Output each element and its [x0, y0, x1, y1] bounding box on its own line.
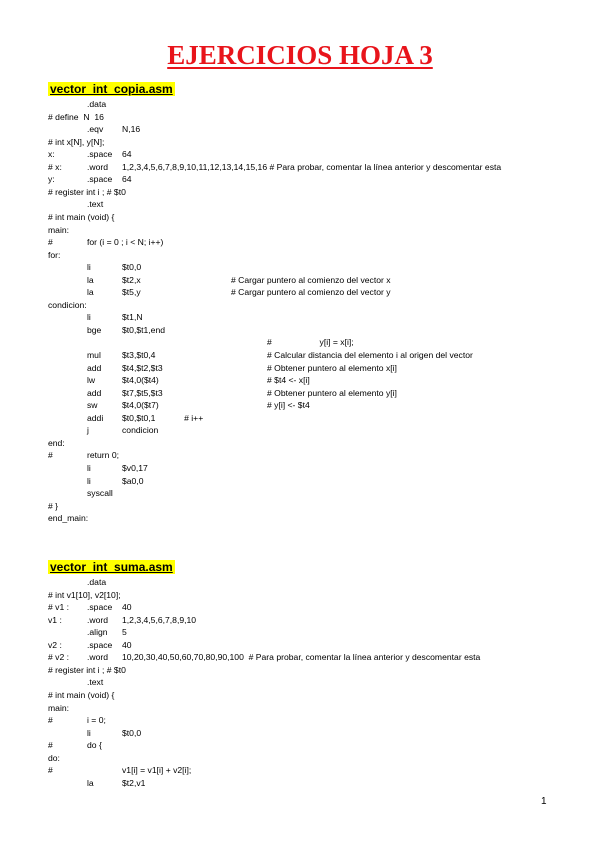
- code-cell: .word: [87, 652, 109, 663]
- code-cell: # define N 16: [48, 111, 104, 122]
- code-cell: lw: [87, 375, 96, 386]
- code-cell: #: [48, 740, 53, 751]
- code-cell: add: [87, 387, 102, 398]
- code-cell: condicion: [122, 425, 159, 436]
- code-cell: $t0,$t0,1 # i++: [122, 412, 204, 423]
- code-cell: # y[i] = x[i];: [267, 337, 354, 348]
- code-cell: 40: [122, 602, 132, 613]
- code-cell: end_main:: [48, 513, 89, 524]
- code-cell: .space: [87, 174, 113, 185]
- code-cell: bge: [87, 324, 102, 335]
- code-cell: # register int i ; # $t0: [48, 186, 126, 197]
- code-cell: addi: [87, 412, 104, 423]
- code-cell: v2 :: [48, 639, 62, 650]
- code-cell: 64: [122, 149, 132, 160]
- code-cell: for:: [48, 249, 61, 260]
- page-title: EJERCICIOS HOJA 3: [167, 40, 433, 70]
- code-cell: #: [48, 237, 53, 248]
- code-cell: $t0,0: [122, 262, 142, 273]
- code-cell: .data: [87, 99, 107, 109]
- code-cell: for (i = 0 ; i < N; i++): [87, 237, 164, 248]
- code-cell: #: [48, 450, 53, 461]
- code-cell: $t1,N: [122, 312, 143, 323]
- code-cell: # Calcular distancia del elemento i al origen del vector: [267, 350, 473, 360]
- code-cell: .text: [87, 677, 104, 688]
- code-cell: .align: [87, 627, 108, 638]
- code-cell: # int x[N], y[N];: [48, 136, 105, 147]
- code-cell: j: [87, 425, 89, 436]
- code-cell: # register int i ; # $t0: [48, 664, 126, 675]
- code-cell: .space: [87, 639, 113, 650]
- code-cell: 10,20,30,40,50,60,70,80,90,100 # Para probar, comentar la línea anterior y descomentar esta: [122, 652, 481, 663]
- code-cell: 64: [122, 174, 132, 185]
- code-cell: .word: [87, 614, 109, 625]
- code-cell: # Cargar puntero al comienzo del vector y: [231, 287, 391, 298]
- code-cell: $t5,y: [122, 287, 141, 298]
- code-cell: $t4,0($t7): [122, 400, 159, 411]
- code-cell: mul: [87, 350, 101, 360]
- code-cell: y:: [48, 174, 55, 185]
- code-cell: do {: [87, 740, 102, 751]
- code-cell: condicion:: [48, 299, 87, 310]
- section-heading: vector_int_suma.asm: [50, 560, 173, 574]
- code-cell: # int v1[10], v2[10];: [48, 589, 121, 600]
- code-cell: x:: [48, 149, 55, 160]
- code-cell: .space: [87, 149, 113, 160]
- code-cell: sw: [87, 400, 98, 411]
- code-cell: .data: [87, 577, 107, 587]
- code-cell: li: [87, 727, 91, 738]
- code-cell: la: [87, 274, 94, 285]
- code-cell: return 0;: [87, 450, 120, 461]
- code-cell: # y[i] <- $t4: [267, 400, 310, 411]
- code-cell: $t4,0($t4): [122, 375, 159, 386]
- code-cell: main:: [48, 702, 70, 713]
- code-cell: # Cargar puntero al comienzo del vector x: [231, 274, 391, 285]
- code-cell: syscall: [87, 488, 113, 499]
- code-cell: $a0,0: [122, 475, 144, 486]
- code-cell: .word: [87, 161, 109, 172]
- code-cell: li: [87, 475, 91, 486]
- code-cell: $t7,$t5,$t3: [122, 387, 163, 398]
- code-cell: 40: [122, 639, 132, 650]
- code-cell: main:: [48, 224, 70, 235]
- code-cell: v1 :: [48, 614, 62, 625]
- code-cell: # int main (void) {: [48, 211, 115, 222]
- code-cell: li: [87, 462, 91, 473]
- code-cell: $t0,0: [122, 727, 142, 738]
- code-cell: $t0,$t1,end: [122, 324, 166, 335]
- code-cell: 5: [122, 627, 127, 638]
- page-number: 1: [541, 796, 547, 807]
- code-cell: $t4,$t2,$t3: [122, 362, 163, 373]
- code-cell: #: [48, 715, 53, 726]
- code-cell: $v0,17: [122, 462, 148, 473]
- code-cell: # }: [48, 500, 59, 511]
- code-cell: # v1 :: [48, 602, 70, 613]
- code-cell: v1[i] = v1[i] + v2[i];: [122, 765, 192, 776]
- code-cell: .text: [87, 199, 104, 210]
- code-cell: li: [87, 262, 91, 273]
- code-cell: $t3,$t0,4: [122, 350, 156, 360]
- code-cell: .space: [87, 602, 113, 613]
- code-cell: 1,2,3,4,5,6,7,8,9,10,11,12,13,14,15,16 # Para probar, comentar la línea anterior y descomentar esta: [122, 161, 502, 172]
- code-cell: # Obtener puntero al elemento x[i]: [267, 362, 397, 373]
- code-cell: #: [48, 765, 53, 776]
- code-cell: $t2,v1: [122, 777, 146, 788]
- section-heading: vector_int_copia.asm: [50, 82, 173, 96]
- code-cell: add: [87, 362, 102, 373]
- code-cell: la: [87, 777, 94, 788]
- code-cell: $t2,x: [122, 274, 141, 285]
- code-cell: # Obtener puntero al elemento y[i]: [267, 387, 397, 398]
- code-cell: # $t4 <- x[i]: [267, 375, 310, 386]
- code-cell: i = 0;: [87, 715, 106, 726]
- code-cell: .eqv: [87, 124, 104, 135]
- code-cell: do:: [48, 752, 60, 763]
- code-cell: # x:: [48, 161, 62, 172]
- code-cell: end:: [48, 437, 65, 448]
- code-cell: li: [87, 312, 91, 323]
- code-cell: N,16: [122, 124, 141, 135]
- code-cell: # int main (void) {: [48, 689, 115, 700]
- code-cell: # v2 :: [48, 652, 70, 663]
- code-cell: 1,2,3,4,5,6,7,8,9,10: [122, 614, 197, 625]
- code-cell: la: [87, 287, 94, 298]
